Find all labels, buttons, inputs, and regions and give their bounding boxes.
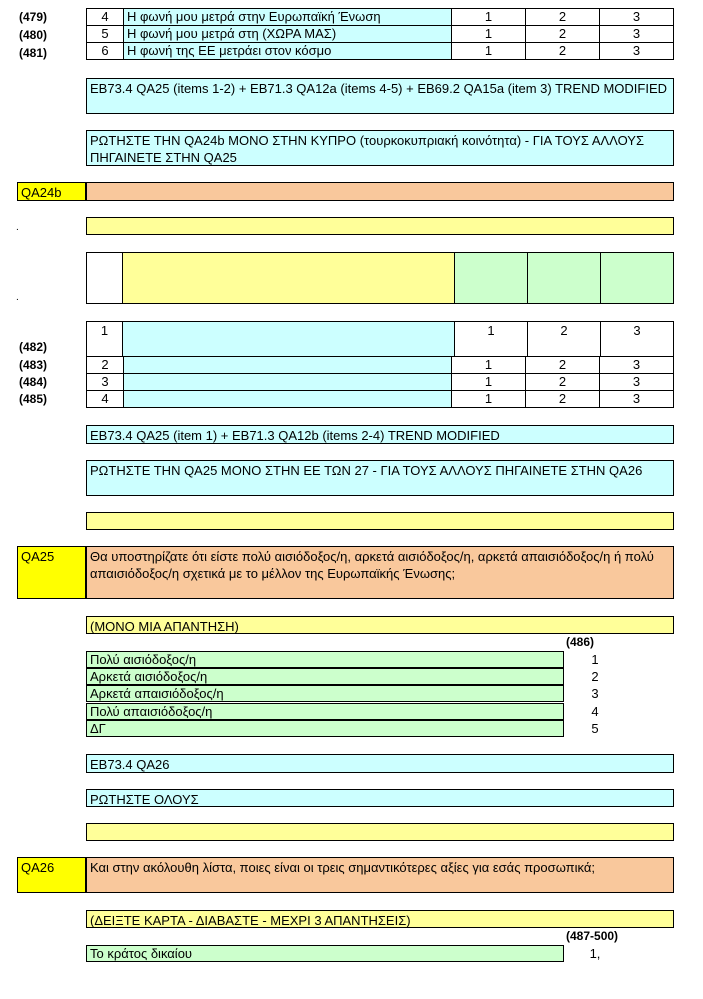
trend-note: EB73.4 QA25 (items 1-2) + EB71.3 QA12a (items 4-5) + EB69.2 QA15a (item 3) TREND MODIFIED: [86, 78, 674, 114]
item-number: 4: [87, 9, 124, 26]
items-table-mid: [86, 356, 674, 408]
table-row: [87, 374, 674, 391]
answer-code: 3: [600, 391, 674, 408]
question-id: QA24b: [17, 182, 86, 201]
routing-instruction: ΡΩΤΗΣΤΕ ΟΛΟΥΣ: [86, 789, 674, 807]
routing-instruction: ΡΩΤΗΣΤΕ ΤΗΝ QA25 ΜΟΝΟ ΣΤΗΝ ΕΕ ΤΩΝ 27 - ΓΙΑ ΤΟΥΣ ΑΛΛΟΥΣ ΠΗΓΑΙΝΕΤΕ ΣΤΗΝ QA26: [86, 460, 674, 496]
question-number: (479): [19, 10, 48, 24]
answer-code: 2: [526, 26, 600, 43]
answer-code: 1: [452, 43, 526, 60]
question-text: Και στην ακόλουθη λίστα, ποιες είναι οι τρεις σημαντικότερες αξίες για εσάς προσωπικά;: [86, 857, 674, 893]
item-label: Η φωνή της ΕΕ μετράει στον κόσμο: [124, 43, 452, 60]
grid-cell: [122, 252, 455, 304]
items-table-top: [86, 8, 674, 60]
item-label: [124, 391, 452, 408]
answer-code: 2: [526, 391, 600, 408]
item-label: [124, 357, 452, 374]
answer-instruction: (ΔΕΙΞΤΕ ΚΑΡΤΑ - ΔΙΑΒΑΣΤΕ - ΜΕΧΡΙ 3 ΑΠΑΝΤΗΣΕΙΣ): [86, 910, 674, 928]
answer-code: 2: [526, 43, 600, 60]
question-number: (482): [19, 340, 48, 354]
item-number: 2: [87, 357, 124, 374]
question-number: (483): [19, 358, 48, 372]
answer-code: 4: [591, 704, 599, 719]
answer-code: 3: [600, 321, 674, 357]
item-number: 6: [87, 43, 124, 60]
item-number: 5: [87, 26, 124, 43]
question-text: Θα υποστηρίζατε ότι είστε πολύ αισιόδοξος/η, αρκετά αισιόδοξος/η, αρκετά απαισιόδοξος/η ή πολύ απαισιόδοξος/η σχετικά με το μέλλον της Ευρωπαϊκής Ένωσης;: [86, 546, 674, 599]
trend-note: EB73.4 QA25 (item 1) + EB71.3 QA12b (items 2-4) TREND MODIFIED: [86, 425, 674, 444]
question-number: (485): [19, 392, 48, 406]
question-id: QA26: [17, 857, 86, 893]
question-number: (480): [19, 28, 48, 42]
item-number: 4: [87, 391, 124, 408]
table-row: [87, 357, 674, 374]
answer-code: 3: [600, 374, 674, 391]
grid-cell: [454, 252, 528, 304]
item-label: Η φωνή μου μετρά στη (ΧΩΡΑ ΜΑΣ): [124, 26, 452, 43]
answer-code: 3: [600, 9, 674, 26]
answer-option: Πολύ απαισιόδοξος/η: [86, 703, 564, 720]
answer-code: 3: [600, 357, 674, 374]
item-number: 1: [86, 321, 123, 357]
question-number: (484): [19, 375, 48, 389]
answer-option: Το κράτος δικαίου: [86, 945, 564, 962]
instruction-box: [86, 823, 674, 841]
table-row: [87, 9, 674, 26]
answer-code: 1: [452, 374, 526, 391]
instruction-box: [86, 512, 674, 530]
item-label: Η φωνή μου μετρά στην Ευρωπαϊκή Ένωση: [124, 9, 452, 26]
trend-note: EB73.4 QA26: [86, 754, 674, 773]
dot-marker: .: [16, 222, 19, 233]
routing-instruction: ΡΩΤΗΣΤΕ ΤΗΝ QA24b ΜΟΝΟ ΣΤΗΝ ΚΥΠΡΟ (τουρκοκυπριακή κοινότητα) - ΓΙΑ ΤΟΥΣ ΑΛΛΟΥΣ ΠΗΓΑΙΝΕΤΕ ΣΤΗΝ QA25: [86, 130, 674, 166]
answer-code: 1: [452, 9, 526, 26]
instruction-box: [86, 217, 674, 235]
answer-code: 1: [452, 26, 526, 43]
answer-code: 1: [452, 391, 526, 408]
question-id: QA25: [17, 546, 86, 599]
grid-cell: [86, 252, 123, 304]
answer-code: 3: [591, 686, 599, 701]
answer-code: 2: [526, 374, 600, 391]
answer-code: 5: [591, 721, 599, 736]
item-number: 3: [87, 374, 124, 391]
table-row: [87, 43, 674, 60]
answer-code: 2: [526, 357, 600, 374]
column-code: (486): [566, 635, 595, 649]
answer-option: Αρκετά αισιόδοξος/η: [86, 668, 564, 685]
question-text-box: [86, 182, 674, 201]
item-label: [124, 374, 452, 391]
answer-code: 1: [454, 321, 528, 357]
answer-option: ΔΓ: [86, 720, 564, 737]
question-number: (481): [19, 46, 48, 60]
dot-marker: .: [16, 292, 19, 303]
grid-cell: [527, 252, 601, 304]
answer-code: 3: [600, 43, 674, 60]
answer-code: 2: [526, 9, 600, 26]
answer-code: 3: [600, 26, 674, 43]
answer-code: 1,: [589, 946, 601, 961]
answer-code: 2: [591, 669, 599, 684]
answer-option: Πολύ αισιόδοξος/η: [86, 651, 564, 668]
answer-code: 2: [527, 321, 601, 357]
table-row: [87, 26, 674, 43]
answer-option: Αρκετά απαισιόδοξος/η: [86, 685, 564, 702]
grid-cell: [600, 252, 674, 304]
answer-code: 1: [591, 652, 599, 667]
answer-instruction: (ΜΟΝΟ ΜΙΑ ΑΠΑΝΤΗΣΗ): [86, 616, 674, 634]
item-label: [122, 321, 455, 357]
column-code: (487-500): [566, 929, 619, 943]
answer-code: 1: [452, 357, 526, 374]
table-row: [87, 391, 674, 408]
